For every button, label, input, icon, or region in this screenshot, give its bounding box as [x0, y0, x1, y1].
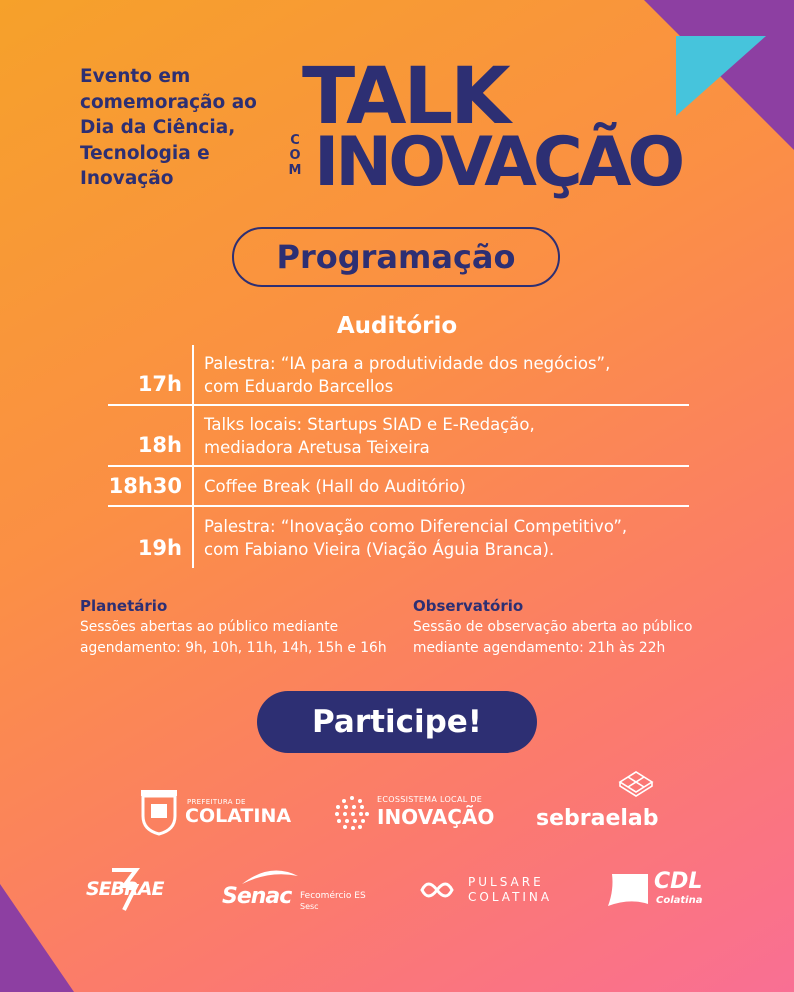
schedule-time: 17h	[108, 345, 194, 404]
schedule-line: com Eduardo Barcellos	[204, 376, 394, 396]
schedule-row	[108, 507, 689, 568]
schedule-row	[108, 406, 689, 467]
programacao-heading: Programação	[232, 227, 560, 287]
schedule-row	[108, 345, 689, 406]
event-intro-text	[80, 64, 290, 192]
schedule-row	[108, 467, 689, 507]
dots-globe-icon	[333, 794, 371, 832]
schedule-line: com Fabiano Vieira (Viação Águia Branca).	[204, 539, 555, 559]
cyan-triangle-decoration	[676, 36, 766, 116]
schedule-line: Palestra: “Inovação como Diferencial Competitivo”,	[204, 516, 628, 536]
observatorio-text: Sessão de observação aberta ao público	[413, 619, 693, 635]
intro-line: Dia da Ciência,	[80, 117, 236, 138]
schedule-line: Talks locais: Startups SIAD e E-Redação,	[204, 414, 535, 434]
senac-label: Senac	[222, 884, 292, 909]
corner-decoration-bottom-left	[0, 884, 74, 992]
fecomercio-label: Fecomércio ES	[300, 891, 366, 901]
title-inovacao: INOVAÇÃO	[314, 123, 682, 202]
schedule-line: Palestra: “IA para a produtividade dos negócios”,	[204, 353, 611, 373]
schedule-description	[194, 352, 610, 398]
planetario-text: Sessões abertas ao público mediante	[80, 619, 339, 635]
schedule-time: 18h30	[108, 467, 194, 505]
observatorio-title: Observatório	[413, 597, 524, 615]
pulsare-colatina-label: COLATINA	[468, 890, 553, 904]
planetario-text: agendamento: 9h, 10h, 11h, 14h, 15h e 16h	[80, 640, 387, 656]
intro-line: Tecnologia e	[80, 142, 210, 164]
title-com-letter: C	[290, 133, 300, 148]
title-com	[285, 133, 305, 178]
cdl-label: CDL	[654, 869, 703, 894]
colatina-crest-icon	[137, 788, 181, 836]
colatina-label: COLATINA	[185, 805, 292, 827]
sesc-label: Sesc	[300, 902, 319, 911]
pulsare-knot-icon	[418, 875, 456, 905]
schedule-time: 19h	[108, 507, 194, 568]
participe-button[interactable]: Participe!	[257, 691, 537, 753]
prefeitura-label: PREFEITURA DE	[187, 798, 246, 806]
intro-line: Evento em	[80, 66, 191, 87]
ecossistema-label: ECOSSISTEMA LOCAL DE	[377, 795, 483, 804]
intro-line: comemoração ao	[80, 91, 257, 113]
intro-line: Inovação	[80, 168, 174, 189]
pulsare-colatina-logo	[418, 872, 568, 908]
sebraelab-cube-icon	[616, 770, 656, 798]
section-title-auditorio: Auditório	[336, 313, 458, 339]
observatorio-text: mediante agendamento: 21h às 22h	[413, 640, 666, 656]
sebrae-logo	[86, 866, 176, 914]
senac-swoosh-icon	[240, 866, 300, 886]
sebrae-label: SEBRAE	[86, 878, 164, 900]
planetario-info	[80, 596, 387, 659]
sebraelab-logo	[536, 770, 659, 832]
title-com-letters	[285, 133, 305, 178]
observatorio-info	[413, 596, 692, 659]
cdl-colatina-label: Colatina	[656, 895, 703, 906]
sebraelab-label: sebraelab	[536, 806, 659, 831]
planetario-title: Planetário	[80, 597, 168, 615]
title-com-letter: M	[288, 163, 302, 178]
cdl-colatina-logo	[604, 868, 704, 912]
pulsare-label: PULSARE	[468, 875, 544, 889]
schedule-time: 18h	[108, 406, 194, 465]
schedule-description	[194, 413, 535, 459]
schedule-line: Coffee Break (Hall do Auditório)	[204, 476, 466, 496]
cdl-flag-icon	[604, 870, 650, 910]
senac-sesc-logo	[222, 866, 372, 914]
schedule-description	[194, 475, 466, 498]
schedule-table	[108, 345, 689, 568]
title-talk: TALK	[302, 52, 508, 142]
title-com-letter: O	[289, 148, 301, 163]
schedule-line: mediadora Aretusa Teixeira	[204, 437, 430, 457]
prefeitura-colatina-logo	[137, 788, 292, 836]
schedule-description	[194, 515, 627, 561]
inovacao-logo-label: INOVAÇÃO	[377, 805, 495, 829]
ecossistema-inovacao-logo	[333, 792, 503, 836]
